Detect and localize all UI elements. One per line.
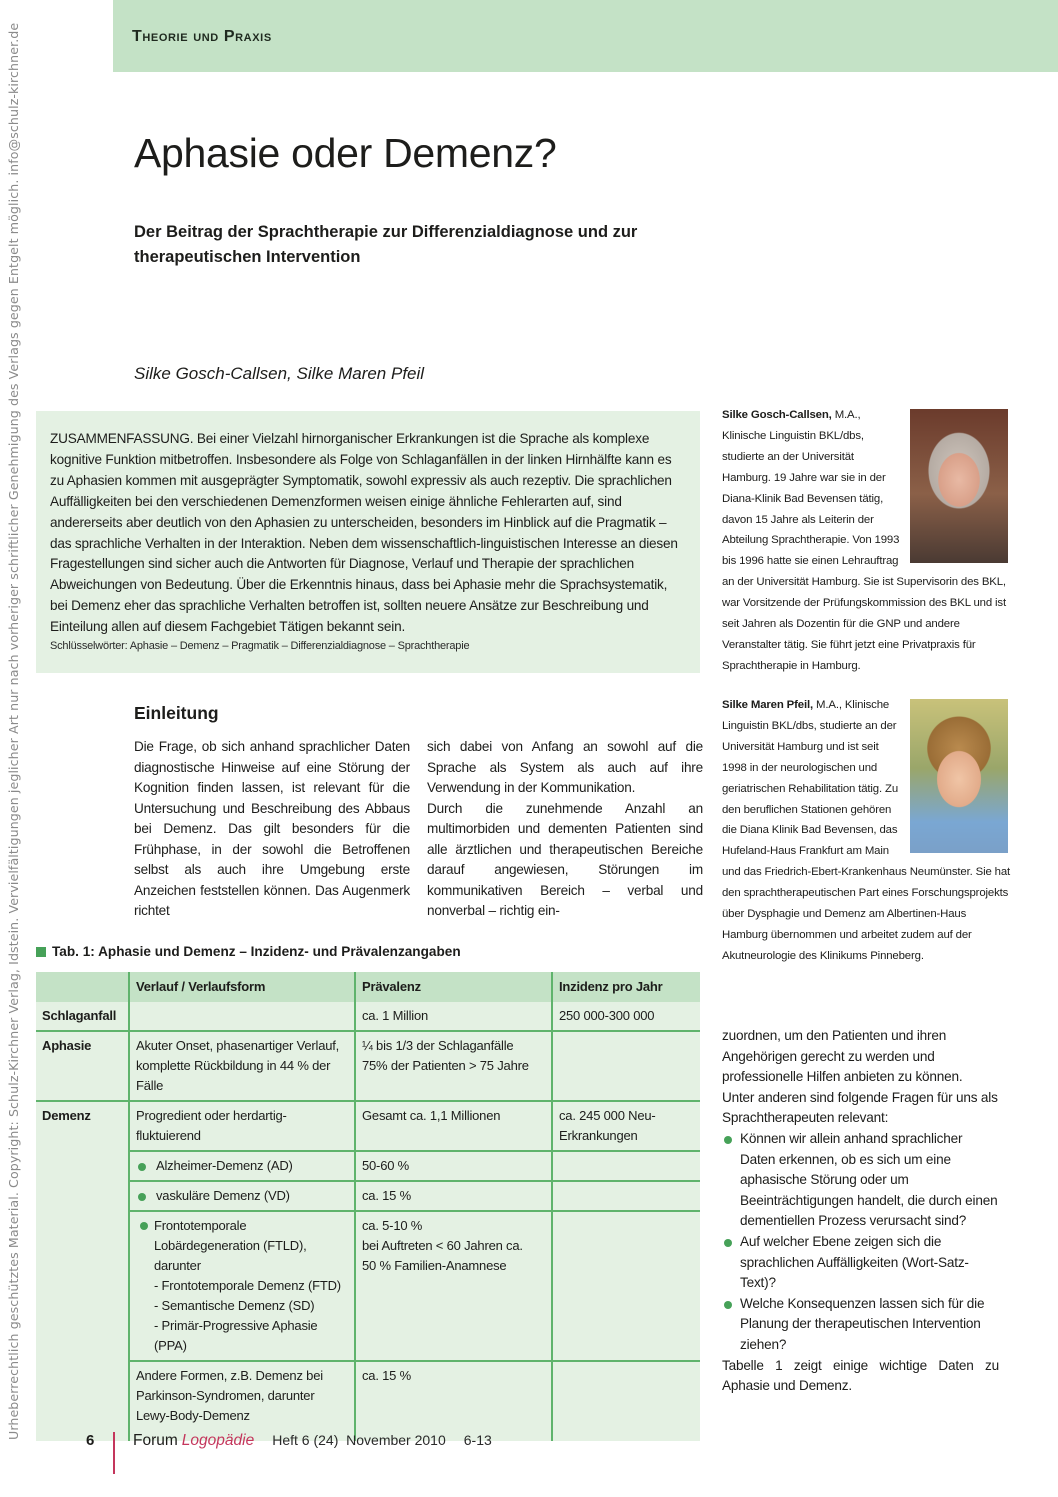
- paragraph: Durch die zunehmende Anzahl an multimorbiden und dementen Patienten sind alle ärztlichen und therapeutischen Bereiche darauf angewiesen, Störungen im kommunikativen Bereich – verbal und nonverbal – richtig ein-: [427, 800, 703, 918]
- row-label: Schlaganfall: [36, 1002, 129, 1031]
- cell: ca. 15 %: [355, 1361, 552, 1441]
- abstract-box: [36, 411, 700, 673]
- author-photo: [910, 699, 1008, 853]
- cell: 50-60 %: [355, 1151, 552, 1181]
- bullet-icon: [138, 1193, 146, 1201]
- bio-text: M.A., Klinische Linguistin BKL/dbs, studierte an der Universität Hamburg und ist seit 1998 in der neurologischen und geriatrischen Rehabilitation tätig. Zu den beruflichen Stationen gehören die Diana Klinik Bad Bevensen, das Hufeland-Haus Frankfurt am Main und das Friedrich-Ebert-Krankenhaus Neumünster. Sie hat den sprachtherapeutischen Part eines Forschungsprojekts über Dysphagie und Demenz am Albertinen-Haus Hamburg übernommen und arbeitet zudem auf der Akutneurologie des Klinikums Pinneberg.: [722, 699, 1011, 962]
- cell: Alzheimer-Demenz (AD): [129, 1151, 355, 1181]
- intro-column-left: Die Frage, ob sich anhand sprachlicher Daten diagnostische Hinweise auf eine Störung der Kognition finden lassen, ist relevant für die Untersuchung und Beschreibung des Abbaus bei Demenz. Das gilt besonders für die Frühphase, in der sowohl die Betroffenen selbst als auch ihre Umgebung erste Anzeichen feststellen können. Das Augenmerk richtet: [134, 739, 410, 918]
- cell: [552, 1181, 700, 1211]
- author-bio-pfeil: [722, 695, 1012, 967]
- bio-name: Silke Gosch-Callsen,: [722, 409, 832, 421]
- bullet-icon: [140, 1222, 148, 1230]
- cell-line: ¼ bis 1/3 der Schlaganfälle: [362, 1038, 514, 1053]
- cell: [36, 1361, 129, 1441]
- footer-divider: [113, 1432, 115, 1474]
- section-label: Theorie und Praxis: [132, 28, 272, 45]
- table-row: [36, 1031, 700, 1101]
- table-row: [36, 1211, 700, 1361]
- cell: [129, 1002, 355, 1031]
- column-header: Inzidenz pro Jahr: [552, 972, 700, 1002]
- cell: [552, 1151, 700, 1181]
- cell: [36, 1181, 129, 1211]
- page-range: 6-13: [463, 1432, 492, 1448]
- cell-line: 75% der Patienten > 75 Jahre: [362, 1058, 529, 1073]
- paragraph: zuordnen, um den Patienten und ihren Angehörigen gerecht zu werden und professionelle Hilfen anbieten zu können.: [722, 1028, 963, 1085]
- right-text-column: [722, 1026, 999, 1397]
- cell: ca. 245 000 Neu-Erkrankungen: [552, 1101, 700, 1151]
- cell: Akuter Onset, phasenartiger Verlauf, komplette Rückbildung in 44 % der Fälle: [129, 1031, 355, 1101]
- table-row: [36, 1361, 700, 1441]
- list-item: Welche Konsequenzen lassen sich für die Planung der therapeutischen Intervention ziehen?: [722, 1294, 999, 1356]
- paragraph: Unter anderen sind folgende Fragen für uns als Sprachtherapeuten relevant:: [722, 1089, 998, 1126]
- author-photo: [910, 409, 1008, 563]
- column-header: Verlauf / Verlaufsform: [129, 972, 355, 1002]
- list-item: Auf welcher Ebene zeigen sich die sprachlichen Auffälligkeiten (Wort-Satz-Text)?: [722, 1232, 999, 1294]
- copyright-side-note: Urheberrechtlich geschütztes Material. Copyright: Schulz-Kirchner Verlag, Idstein. Vervielfältigungen jeglicher Art nur nach vorheriger schriftlicher Genehmigung des Verlags gegen Entgelt möglich. info@schulz-kirchner.de: [6, 22, 21, 1440]
- table-row: [36, 1181, 700, 1211]
- question-list: [722, 1129, 999, 1356]
- journal-name: Forum Logopädie: [133, 1432, 255, 1449]
- square-bullet-icon: [36, 947, 46, 957]
- cell: ca. 1 Million: [355, 1002, 552, 1031]
- article-subtitle: Der Beitrag der Sprachtherapie zur Differenzialdiagnose und zur therapeutischen Intervention: [134, 223, 638, 266]
- cell: ca. 15 %: [355, 1181, 552, 1211]
- author-bio-gosch-callsen: [722, 405, 1012, 677]
- cell: [36, 1151, 129, 1181]
- cell: Frontotemporale Lobärdegeneration (FTLD), darunter - Frontotemporale Demenz (FTD) - Semantische Demenz (SD) - Primär-Progressive Aphasie (PPA): [129, 1211, 355, 1361]
- abstract-text: ZUSAMMENFASSUNG. Bei einer Vielzahl hirnorganischer Erkrankungen ist die Sprache als komplexe kognitive Funktion mitbetroffen. Insbesondere als Folge von Schlaganfällen in der linken Hirnhälfte kann es zu Aphasien kommen mit ausgeprägter Symptomatik, sowohl expressiv als auch rezeptiv. Die sprachlichen Auffälligkeiten bei den verschiedenen Demenzformen weisen einige ähnliche Fehlerarten auf, sind andererseits aber deutlich von den Aphasien zu unterscheiden, besonders im Hinblick auf die Pragmatik – das sprachliche Verhalten in der Interaktion. Neben dem wissenschaftlich-linguistischen Interesse an diesen Fragestellungen sind sicher auch die Antworten für Diagnose, Verlauf und Therapie der sprachlichen Abweichungen von Bedeutung. Über die Erkenntnis hinaus, dass bei Aphasie mehr die Sprachsystematik, bei Demenz eher das sprachliche Verhalten betroffen ist, sollten neuere Ansätze zur Beschreibung und Einteilung allen auf diesem Fachgebiet Tätigen bekannt sein.: [50, 431, 678, 635]
- page-footer: [86, 1432, 492, 1474]
- cell: [552, 1031, 700, 1101]
- article-title: Aphasie oder Demenz?: [134, 130, 557, 176]
- cell: [355, 1031, 552, 1101]
- column-header: [36, 972, 129, 1002]
- cell: [36, 1211, 129, 1361]
- cell: Gesamt ca. 1,1 Millionen: [355, 1101, 552, 1151]
- article-authors: Silke Gosch-Callsen, Silke Maren Pfeil: [134, 364, 425, 383]
- page-number: 6: [86, 1432, 95, 1449]
- paragraph: Tabelle 1 zeigt einige wichtige Daten zu Aphasie und Demenz.: [722, 1357, 999, 1394]
- section-heading-einleitung: Einleitung: [134, 703, 219, 723]
- table-row: [36, 1151, 700, 1181]
- cell: Andere Formen, z.B. Demenz bei Parkinson-Syndromen, darunter Lewy-Body-Demenz: [129, 1361, 355, 1441]
- bio-name: Silke Maren Pfeil,: [722, 699, 813, 711]
- bullet-icon: [138, 1163, 146, 1171]
- intro-column-middle: [427, 737, 703, 922]
- table-row: [36, 1101, 700, 1151]
- paragraph: sich dabei von Anfang an sowohl auf die Sprache als System als auch auf ihre Verwendung in der Kommunikation.: [427, 739, 703, 795]
- table-row: [36, 1002, 700, 1031]
- cell: ca. 5-10 % bei Auftreten < 60 Jahren ca. 50 % Familien-Anamnese: [355, 1211, 552, 1361]
- data-table: [36, 972, 700, 1441]
- bio-text: M.A., Klinische Linguistin BKL/dbs, studierte an der Universität Hamburg. 19 Jahre war sie in der Diana-Klinik Bad Bevensen tätig, davon 15 Jahre als Leiterin der Abteilung Sprachtherapie. Von 1993 bis 1996 hatte sie einen Lehrauftrag an der Universität Hamburg. Sie ist Supervisorin des BKL, war Vorsitzende der Prüfungskommission des BKL und ist seit Jahren als Dozentin für die GNP und andere Veranstalter tätig. Sie führt jetzt eine Privatpraxis für Sprachtherapie in Hamburg.: [722, 409, 1006, 672]
- keywords: Schlüsselwörter: Aphasie – Demenz – Pragmatik – Differenzialdiagnose – Sprachtherapie: [50, 640, 470, 653]
- cell: Progredient oder herdartig-fluktuierend: [129, 1101, 355, 1151]
- cell: vaskuläre Demenz (VD): [129, 1181, 355, 1211]
- cell: 250 000-300 000: [552, 1002, 700, 1031]
- row-label: Aphasie: [36, 1031, 129, 1101]
- table-caption-text: Tab. 1: Aphasie und Demenz – Inzidenz- und Prävalenzangaben: [52, 944, 461, 959]
- list-item: Können wir allein anhand sprachlicher Daten erkennen, ob es sich um eine aphasische Störung oder um Beeinträchtigungen handelt, die durch einen dementiellen Prozess verursacht sind?: [722, 1129, 999, 1232]
- table-caption: [36, 944, 461, 959]
- issue-info: Heft 6 (24) November 2010: [272, 1432, 446, 1448]
- cell: [552, 1361, 700, 1441]
- column-header: Prävalenz: [355, 972, 552, 1002]
- cell: [552, 1211, 700, 1361]
- table-header-row: [36, 972, 700, 1002]
- row-label: Demenz: [36, 1101, 129, 1151]
